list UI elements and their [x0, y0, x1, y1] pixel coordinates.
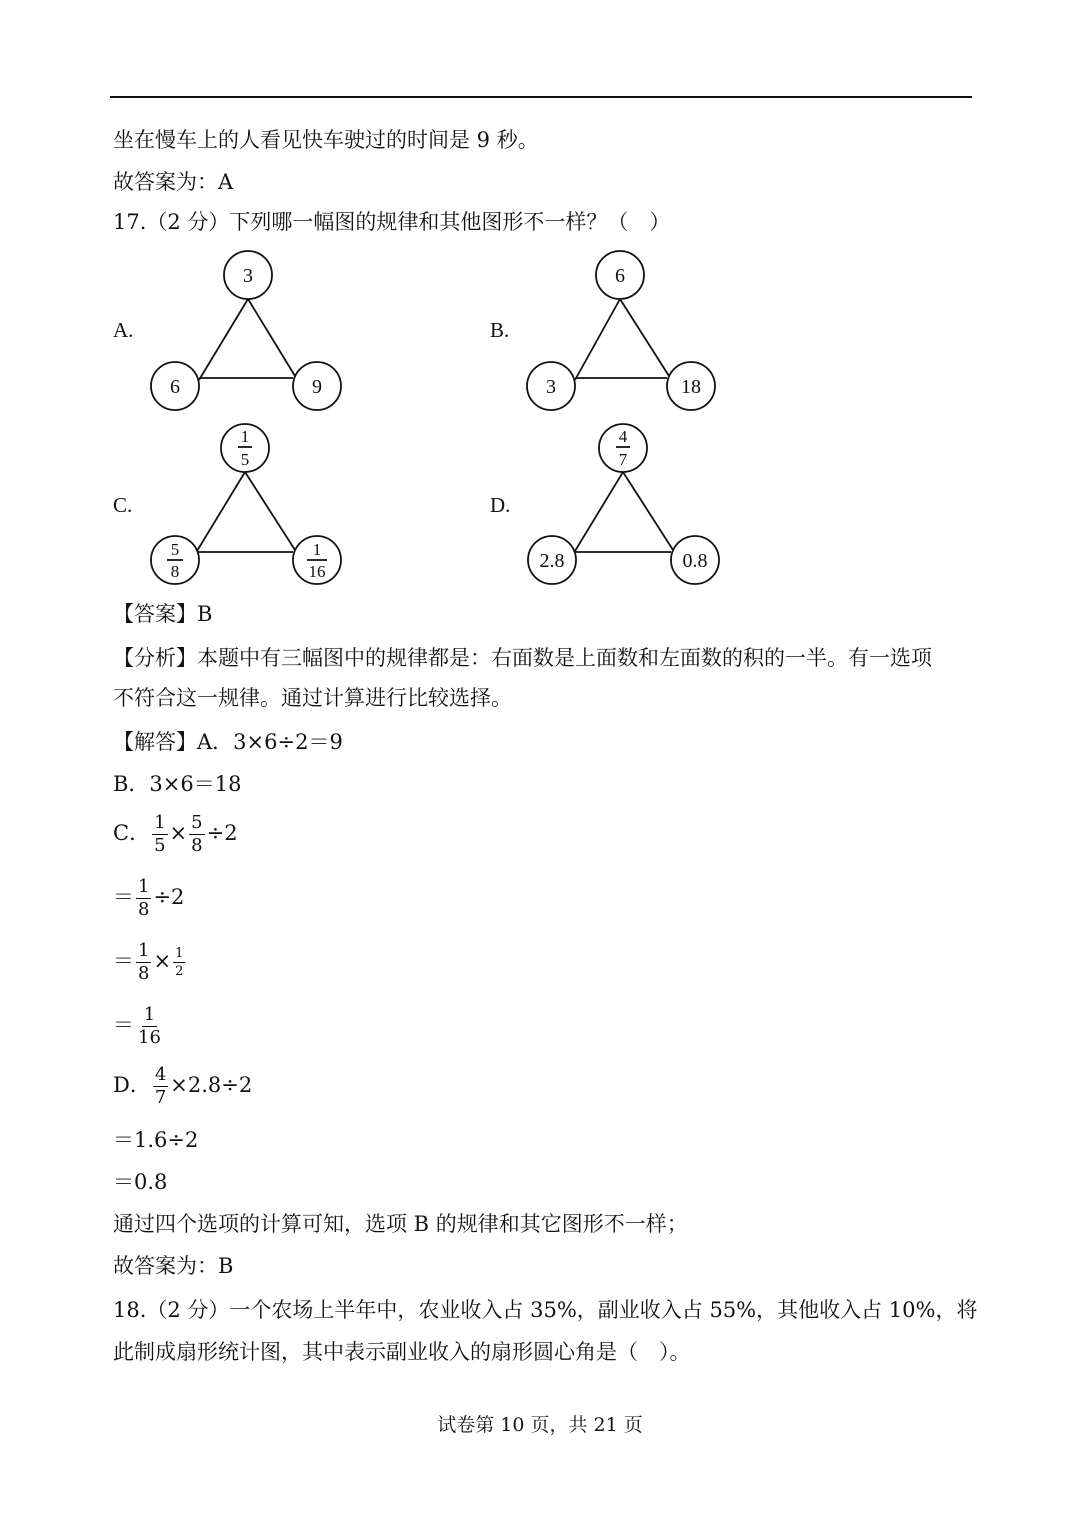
fraction: $\frac{5}{8}$	[191, 812, 203, 856]
question-18-line-2: 此制成扇形统计图，其中表示副业收入的扇形圆心角是（ ）。	[113, 1340, 691, 1364]
solution-d-step-2: ＝0.8	[113, 1170, 168, 1194]
option-c-top-numerator: 1	[240, 427, 250, 446]
page-footer: 试卷第 10 页，共 21 页	[437, 1414, 643, 1436]
option-c-left-numerator: 5	[170, 540, 180, 559]
option-a-right-value: 9	[312, 376, 322, 398]
solution-c-label: C．	[113, 821, 151, 845]
final-answer: 故答案为：B	[113, 1254, 234, 1278]
conclusion: 通过四个选项的计算可知，选项 B 的规律和其它图形不一样；	[113, 1212, 688, 1236]
question-18-line-1: 18.（2 分）一个农场上半年中，农业收入占 35%，副业收入占 55%，其他收入占 10%，将	[113, 1298, 978, 1322]
triangle-diagrams	[113, 248, 813, 593]
fraction: $\frac{1}{5}$	[154, 812, 166, 856]
continuation-answer: 故答案为：A	[113, 170, 234, 194]
option-a-top-value: 3	[243, 265, 253, 287]
option-a-left-value: 6	[170, 376, 180, 398]
option-d-top-numerator: 4	[618, 427, 628, 446]
solution-a: 【解答】A．3×6÷2＝9	[113, 730, 343, 754]
solution-c-step-2: ＝ $\frac{1}{8}$ × $\frac{1}{2}$	[113, 940, 184, 984]
option-c-right-denominator: 16	[308, 562, 326, 581]
question-17-stem: 17.（2 分）下列哪一幅图的规律和其他图形不一样？（ ）	[113, 210, 671, 234]
solution-d: D． $\frac{4}{7}$ ×2.8÷2	[113, 1064, 253, 1108]
option-c-top-denominator: 5	[240, 450, 250, 469]
header-rule	[110, 96, 972, 98]
continuation-line-1: 坐在慢车上的人看见快车驶过的时间是 9 秒。	[113, 128, 539, 152]
option-d-label: D.	[490, 493, 511, 517]
option-c-right-numerator: 1	[312, 540, 322, 559]
fraction: $\frac{1}{8}$	[138, 876, 150, 920]
option-b-top-value: 6	[615, 265, 625, 287]
solution-d-step-1: ＝1.6÷2	[113, 1128, 199, 1152]
option-d-top-denominator: 7	[618, 450, 628, 469]
solution-b: B．3×6＝18	[113, 772, 242, 796]
fraction: $\frac{4}{7}$	[154, 1064, 167, 1108]
option-b-right-value: 18	[681, 376, 701, 398]
fraction: $\frac{1}{2}$	[175, 946, 184, 979]
option-c-left-denominator: 8	[170, 562, 180, 581]
solution-c-step-1: ＝ $\frac{1}{8}$ ÷2	[113, 876, 185, 920]
option-b-left-value: 3	[546, 376, 556, 398]
solution-c-step-3: ＝ $\frac{1}{16}$	[113, 1004, 161, 1048]
option-d-right-value: 0.8	[682, 550, 708, 572]
analysis-line-2: 不符合这一规律。通过计算进行比较选择。	[113, 686, 512, 710]
option-a-label: A.	[113, 318, 134, 342]
answer-label: 【答案】B	[113, 602, 213, 626]
option-c-label: C.	[113, 493, 133, 517]
fraction: $\frac{1}{16}$	[138, 1004, 161, 1048]
question-17-figures	[113, 248, 813, 593]
solution-c: C． $\frac{1}{5}$ × $\frac{5}{8}$ ÷2	[113, 812, 238, 856]
option-d-left-value: 2.8	[539, 550, 565, 572]
fraction: $\frac{1}{8}$	[138, 940, 150, 984]
analysis-line-1: 【分析】本题中有三幅图中的规律都是：右面数是上面数和左面数的积的一半。有一选项	[113, 646, 932, 670]
solution-d-label: D．	[113, 1073, 151, 1097]
option-b-label: B.	[490, 318, 510, 342]
